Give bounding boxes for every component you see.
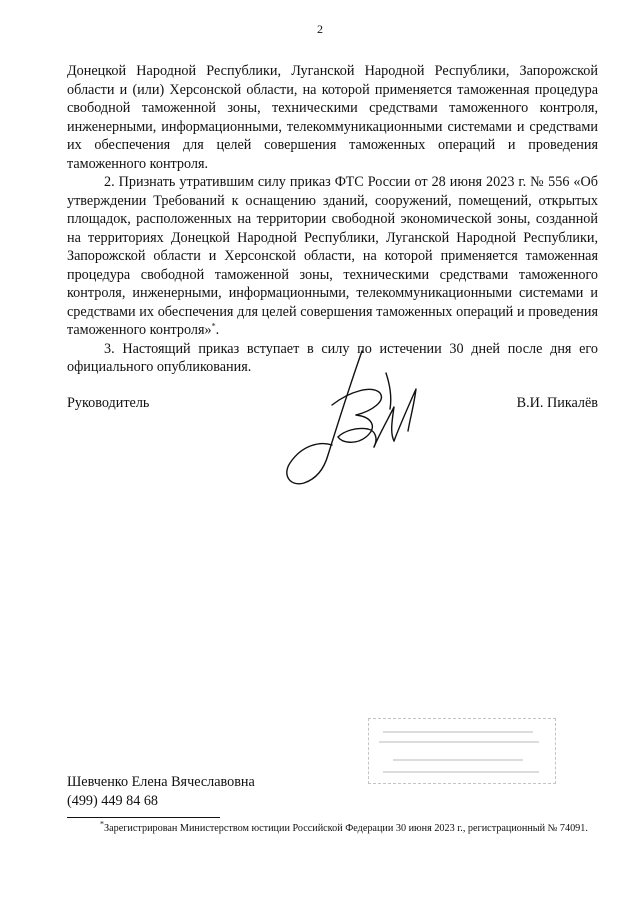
contact-info <box>67 773 255 810</box>
page-number: 2 <box>317 22 323 36</box>
footnote-marker-ref: * <box>100 819 104 829</box>
paragraph-continuation: Донецкой Народной Республики, Луганской Народной Республики, Запорожской области и (или) Херсонской области, на которой применяется таможенная процедура свободной таможенной зоны, техническими средствами таможенного контроля, инженерными, информационными, телекоммуникационными системами и средствами их обеспечения для целей совершения таможенных операций и проведения таможенного контроля. <box>67 63 598 172</box>
signatory-role: Руководитель <box>67 395 150 411</box>
contact-phone: (499) 449 84 68 <box>67 792 159 809</box>
registration-stamp <box>368 718 556 784</box>
footnote <box>67 819 598 836</box>
footnote-marker: * <box>211 321 216 331</box>
paragraph-2 <box>67 173 598 340</box>
paragraph-2-text: 2. Признать утратившим силу приказ ФТС России от 28 июня 2023 г. № 556 «Об утверждении Требований к оснащению зданий, сооружений, помещений, открытых площадок, расположенных на территории свободной экономической зоны, созданной на территориях Донецкой Народной Республики, Луганской Народной Республики, Запорожской области и Херсонской области, на которой применяется таможенная процедура свободной таможенной зоны, техническими средствами таможенного контроля, инженерными, информационными, телекоммуникационными системами и средствами их обеспечения для целей совершения таможенных операций и проведения таможенного контроля» <box>67 174 598 338</box>
signatory-name: В.И. Пикалёв <box>516 395 598 411</box>
document-body <box>67 62 598 377</box>
footnote-text: Зарегистрирован Министерством юстиции Российской Федерации 30 июня 2023 г., регистрационный № 74091. <box>104 823 588 834</box>
handwritten-signature <box>280 345 430 495</box>
paragraph-2-end: . <box>215 322 220 338</box>
footnote-divider <box>67 817 220 818</box>
contact-name: Шевченко Елена Вячеславовна <box>67 774 255 790</box>
paragraph-3: 3. Настоящий приказ вступает в силу по истечении 30 дней после дня его официального опубликования. <box>67 340 598 375</box>
